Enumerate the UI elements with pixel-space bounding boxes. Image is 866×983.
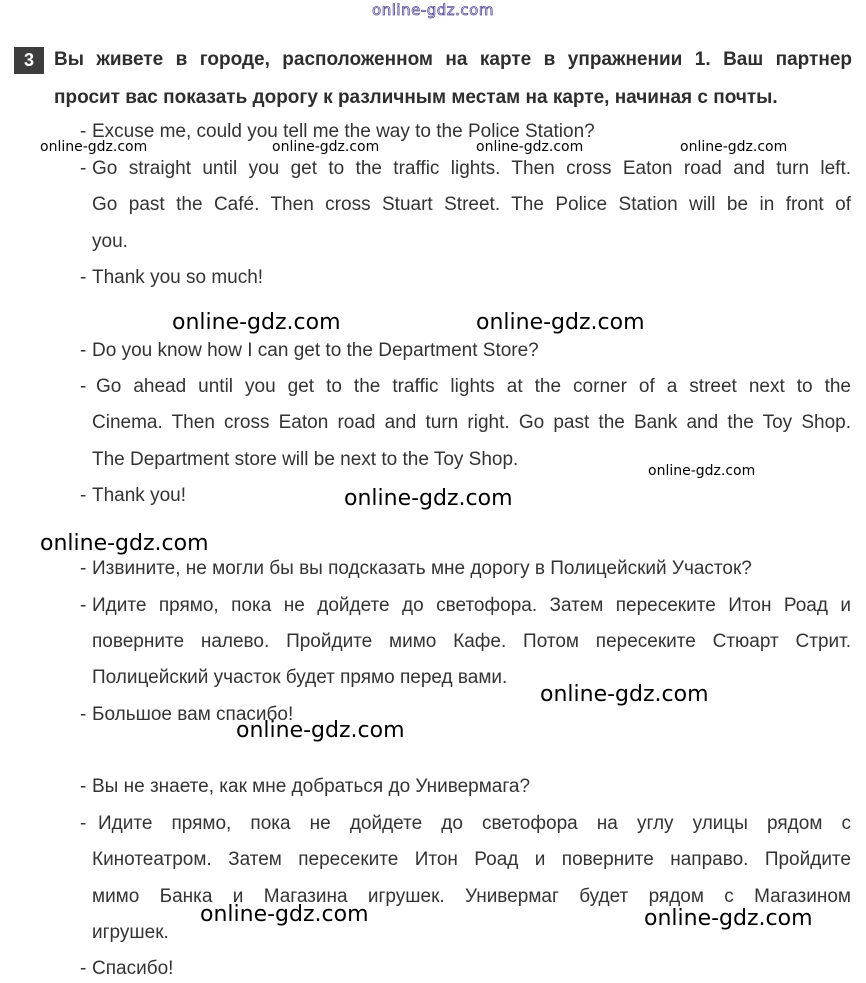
dialogue-dash: - bbox=[80, 958, 87, 979]
watermark: online-gdz.com bbox=[680, 139, 788, 155]
watermark: online-gdz.com bbox=[236, 718, 405, 743]
exercise-task-line-1: Вы живете в городе, расположенном на карте в упражнении 1. Ваш партнер bbox=[54, 49, 852, 70]
watermark: online-gdz.com bbox=[344, 486, 513, 511]
watermark: online-gdz.com bbox=[476, 139, 584, 155]
dialogue-ru2-answer-line-2: Кинотеатром. Затем пересеките Итон Роад и поверните направо. Пройдите bbox=[92, 849, 851, 870]
dialogue-dash: - bbox=[80, 776, 87, 797]
dialogue-dash: - bbox=[80, 595, 87, 616]
dialogue-text: Excuse me, could you tell me the way to the Police Station? bbox=[92, 121, 595, 142]
dialogue-dash: - bbox=[80, 158, 87, 179]
dialogue-text: Большое вам спасибо! bbox=[92, 704, 294, 725]
watermark: online-gdz.com bbox=[40, 139, 148, 155]
dialogue-dash: - bbox=[80, 376, 87, 397]
watermark: online-gdz.com bbox=[476, 310, 645, 335]
dialogue-ru1-answer-line-2: поверните налево. Пройдите мимо Кафе. Потом пересеките Стюарт Стрит. bbox=[92, 631, 851, 652]
dialogue-ru1-answer-line-3: Полицейский участок будет прямо перед вами. bbox=[92, 667, 508, 688]
watermark: online-gdz.com bbox=[540, 682, 709, 707]
exercise-task-line-2: просит вас показать дорогу к различным местам на карте, начиная с почты. bbox=[54, 87, 778, 108]
dialogue-text: Thank you! bbox=[92, 485, 186, 506]
dialogue-dash: - bbox=[80, 813, 87, 834]
watermark: online-gdz.com bbox=[272, 139, 380, 155]
dialogue-text: Идите прямо, пока не дойдете до светофора. Затем пересеките Итон Роад и bbox=[92, 595, 851, 616]
dialogue-dash: - bbox=[80, 558, 87, 579]
watermark-top: online-gdz.com bbox=[372, 1, 494, 19]
dialogue-text: Thank you so much! bbox=[92, 267, 264, 288]
dialogue-text: Go ahead until you get to the traffic lights at the corner of a street next to the bbox=[96, 376, 851, 397]
dialogue-text: Извините, не могли бы вы подсказать мне дорогу в Полицейский Участок? bbox=[92, 558, 752, 579]
dialogue-en2-answer-line-2: Cinema. Then cross Eaton road and turn right. Go past the Bank and the Toy Shop. bbox=[92, 412, 851, 433]
dialogue-text: Вы не знаете, как мне добраться до Универмага? bbox=[92, 776, 531, 797]
watermark: online-gdz.com bbox=[40, 531, 209, 556]
dialogue-en1-answer-line-3: you. bbox=[92, 231, 128, 252]
watermark: online-gdz.com bbox=[644, 906, 813, 931]
dialogue-ru2-answer-line-4: игрушек. bbox=[92, 922, 169, 943]
exercise-number-badge: 3 bbox=[14, 47, 44, 74]
dialogue-en1-answer-line-2: Go past the Café. Then cross Stuart Street. The Police Station will be in front of bbox=[92, 194, 851, 215]
dialogue-text: Do you know how I can get to the Department Store? bbox=[92, 340, 539, 361]
dialogue-dash: - bbox=[80, 704, 87, 725]
dialogue-text: Спасибо! bbox=[92, 958, 174, 979]
watermark: online-gdz.com bbox=[172, 310, 341, 335]
dialogue-dash: - bbox=[80, 267, 87, 288]
dialogue-ru2-answer-line-3: мимо Банка и Магазина игрушек. Универмаг будет рядом с Магазином bbox=[92, 886, 851, 907]
dialogue-dash: - bbox=[80, 340, 87, 361]
dialogue-dash: - bbox=[80, 485, 87, 506]
watermark: online-gdz.com bbox=[200, 902, 369, 927]
watermark: online-gdz.com bbox=[648, 463, 756, 479]
dialogue-en2-answer-line-3: The Department store will be next to the Toy Shop. bbox=[92, 449, 519, 470]
dialogue-dash: - bbox=[80, 121, 87, 142]
dialogue-text: Идите прямо, пока не дойдете до светофора на углу улицы рядом с bbox=[98, 813, 851, 834]
dialogue-text: Go straight until you get to the traffic lights. Then cross Eaton road and turn left. bbox=[92, 158, 851, 179]
